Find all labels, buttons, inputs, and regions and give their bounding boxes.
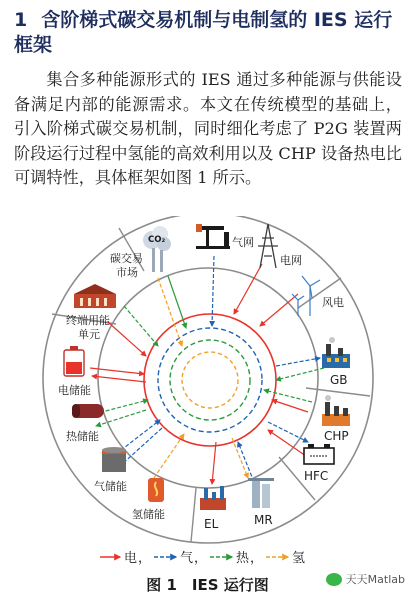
legend-sep-2: ， bbox=[194, 551, 208, 566]
wechat-icon bbox=[326, 573, 342, 586]
legend-item-heat bbox=[210, 550, 263, 566]
legend-item-elec bbox=[100, 550, 151, 566]
co2-label: CO₂ bbox=[148, 235, 166, 245]
carbon-market-label-line1: 碳交易 bbox=[110, 252, 143, 265]
chp-plant-icon bbox=[322, 395, 350, 426]
electrolyzer-icon bbox=[200, 486, 226, 510]
el-node bbox=[200, 486, 226, 531]
section-number: 1 bbox=[14, 9, 28, 31]
terminal-unit-label-line1: 终端用能 bbox=[66, 314, 110, 327]
legend-sep-3: ， bbox=[250, 551, 264, 566]
wind-label: 风电 bbox=[322, 296, 344, 309]
oil-pump-icon bbox=[196, 224, 230, 249]
power-grid-label: 电网 bbox=[280, 254, 302, 267]
gb-node bbox=[322, 337, 350, 387]
heat-tank-icon bbox=[72, 404, 104, 418]
gas-storage-label: 气储能 bbox=[94, 480, 127, 493]
h2-storage-node bbox=[132, 478, 165, 521]
building-icon bbox=[74, 284, 116, 308]
legend-label-heat: 热 bbox=[236, 551, 250, 566]
elec-storage-label: 电储能 bbox=[58, 384, 91, 397]
gb-label: GB bbox=[330, 373, 348, 387]
power-grid-node bbox=[258, 224, 302, 268]
mr-label: MR bbox=[254, 513, 273, 527]
ies-framework-diagram bbox=[36, 216, 381, 546]
gas-storage-node bbox=[94, 447, 127, 493]
legend-label-gas: 气 bbox=[180, 551, 194, 566]
battery-icon bbox=[64, 346, 84, 376]
legend-label-elec: 电 bbox=[124, 551, 138, 566]
figure-legend bbox=[98, 548, 328, 566]
gas-grid-node bbox=[196, 224, 254, 249]
section-title: 含阶梯式碳交易机制与电制氢的 IES 运行框架 bbox=[14, 9, 393, 56]
legend-sep-1: ， bbox=[138, 551, 152, 566]
carbon-market-label-line2: 市场 bbox=[116, 266, 138, 279]
gas-tank-icon bbox=[102, 447, 126, 472]
watermark-text: 天天Matlab bbox=[345, 573, 405, 586]
section-heading bbox=[14, 8, 406, 58]
heat-storage-label: 热储能 bbox=[66, 430, 99, 443]
elec-ring bbox=[144, 314, 276, 446]
reactor-icon bbox=[248, 478, 274, 508]
chp-node bbox=[322, 395, 350, 443]
h2-storage-label: 氢储能 bbox=[132, 508, 165, 521]
hfc-node bbox=[304, 444, 334, 483]
figure-caption: 图 1 IES 运行图 bbox=[146, 576, 269, 594]
legend-label-h2: 氢 bbox=[292, 551, 306, 566]
mr-node bbox=[248, 478, 274, 527]
elec-storage-node bbox=[58, 346, 91, 397]
legend-item-gas bbox=[154, 551, 207, 566]
legend-item-h2 bbox=[266, 551, 305, 566]
carbon-market-node bbox=[110, 226, 171, 279]
segment-dividers bbox=[52, 228, 370, 542]
watermark bbox=[326, 571, 405, 587]
gas-grid-label: 气网 bbox=[232, 236, 254, 249]
hfc-label: HFC bbox=[304, 469, 329, 483]
transmission-tower-icon bbox=[258, 224, 278, 268]
chp-label: CHP bbox=[324, 429, 349, 443]
battery-cell-icon bbox=[304, 444, 334, 464]
h2-ring bbox=[182, 352, 238, 408]
heat-storage-node bbox=[66, 404, 104, 443]
body-paragraph bbox=[14, 68, 402, 191]
paragraph-text: 集合多种能源形式的 IES 通过多种能源与供能设备满足内部的能源需求。本文在传统模型的基础上，引入阶梯式碳交易机制，同时细化考虑了 P2G 装置两阶段运行过程中氢能的高效利用以及 CHP 设备热电比可调特性，具体框架如图 1 所示。 bbox=[14, 70, 402, 187]
inner-ring bbox=[98, 268, 318, 488]
el-label: EL bbox=[204, 517, 219, 531]
gas-ring bbox=[158, 328, 262, 432]
factory-icon bbox=[322, 337, 350, 368]
terminal-unit-label-line2: 单元 bbox=[78, 328, 100, 341]
co2-cloud-icon bbox=[143, 226, 171, 272]
h2-tank-icon bbox=[148, 478, 164, 502]
